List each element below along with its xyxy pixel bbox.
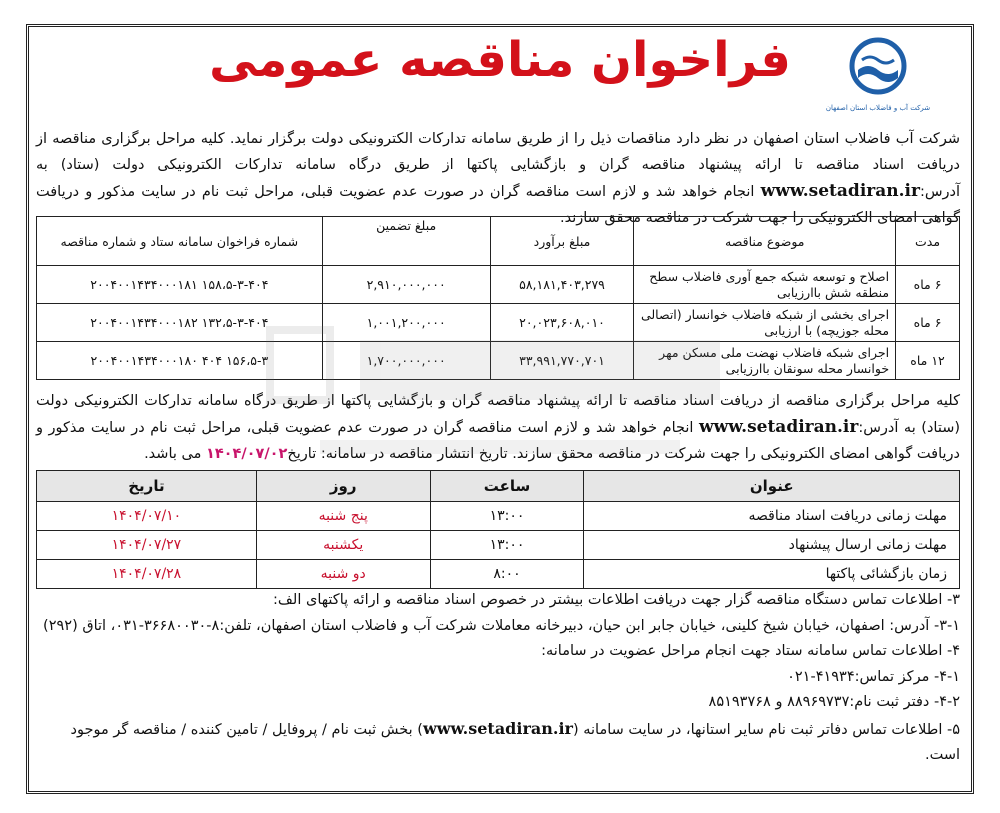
page-title: فراخوان مناقصه عمومی	[209, 32, 791, 88]
note-3: ۳- اطلاعات تماس دستگاه مناقصه گزار جهت دریافت اطلاعات بیشتر در خصوص اسناد مناقصه و ارائه پاکتهای الف:	[273, 592, 960, 608]
row-subject: اجرای بخشی از شبکه فاضلاب خوانسار (اتصالی محله جوزیچه) با ارزیابی	[634, 304, 896, 342]
note-4: ۴- اطلاعات تماس سامانه ستاد جهت انجام مراحل عضویت در سامانه:	[541, 643, 960, 659]
row-estimate: ۲۰,۰۲۳,۶۰۸,۰۱۰	[490, 304, 634, 342]
row-estimate: ۵۸,۱۸۱,۴۰۳,۲۷۹	[490, 266, 634, 304]
note-5	[36, 716, 960, 769]
schedule-day: یکشنبه	[256, 531, 430, 560]
procedure-line-2b: انجام خواهد شد و لازم است مناقصه گران در صورت عدم عضویت قبلی، مراحل ثبت نام در سایت مذکور و دریافت گواهی	[36, 420, 960, 462]
table-row	[37, 304, 960, 342]
setadiran-link[interactable]: www.setadiran.ir	[760, 181, 920, 201]
header-date: تاریخ	[37, 471, 257, 502]
row-guarantee: ۲,۹۱۰,۰۰۰,۰۰۰	[322, 266, 490, 304]
note-4-2: ۴-۲- دفتر ثبت نام:۸۸۹۶۹۷۳۷ و ۸۵۱۹۳۷۶۸	[708, 694, 960, 710]
intro-line-3: و لازم است مناقصه گران در صورت عدم عضویت قبلی، مراحل ثبت نام در سایت مذکور و دریافت گواهی امضای الکترونیکی را جهت شرکت در مناقصه محقق سازند.	[36, 184, 960, 226]
schedule-title: مهلت زمانی دریافت اسناد مناقصه	[584, 502, 960, 531]
contact-notes	[36, 588, 960, 769]
intro-line-2b: انجام خواهد شد	[655, 184, 761, 200]
schedule-day: پنج شنبه	[256, 502, 430, 531]
schedule-time: ۸:۰۰	[430, 560, 584, 589]
procedure-line-1: کلیه مراحل برگزاری مناقصه از دریافت اسناد مناقصه تا ارائه پیشنهاد مناقصه گران و بازگشایی پاکتها از طریق درگاه سامانه تدارکات الکترونیکی دولت (ستاد)	[36, 393, 960, 436]
logo-caption: شرکت آب و فاضلاب استان اصفهان	[825, 104, 931, 112]
tenders-table	[36, 216, 960, 380]
header-title: عنوان	[584, 471, 960, 502]
note-3-1: ۳-۱- آدرس: اصفهان، خیابان شیخ کلینی، خیابان جابر ابن حیان، دبیرخانه معاملات شرکت آب و فاضلاب استان اصفهان، تلفن:۸-۳۶۶۸۰۰۳۰-۰۳۱، اتاق (۲۹۲)	[43, 617, 960, 634]
procedure-line-2a: به آدرس:	[858, 420, 916, 436]
procedure-line-3a: امضای الکترونیکی را جهت شرکت در مناقصه محقق سازند. تاریخ انتشار مناقصه در سامانه: تاریخ	[287, 446, 870, 462]
row-number: ۱۵۶،۵-۳ ۴۰۴ ۲۰۰۴۰۰۱۴۳۴۰۰۰۱۸۰	[37, 342, 323, 380]
tenders-header-row	[37, 217, 960, 266]
row-guarantee: ۱,۷۰۰,۰۰۰,۰۰۰	[322, 342, 490, 380]
schedule-day: دو شنبه	[256, 560, 430, 589]
company-logo	[825, 36, 931, 116]
procedure-line-3b: می باشد.	[144, 446, 206, 462]
schedule-table	[36, 470, 960, 589]
note-4-1: ۴-۱- مرکز تماس:۴۱۹۳۴-۰۲۱	[787, 668, 960, 685]
row-number: ۱۵۸،۵-۳-۴۰۴ ۲۰۰۴۰۰۱۴۳۴۰۰۰۱۸۱	[37, 266, 323, 304]
schedule-date: ۱۴۰۴/۰۷/۲۷	[37, 531, 257, 560]
row-duration: ۶ ماه	[896, 266, 960, 304]
header-day: روز	[256, 471, 430, 502]
schedule-date: ۱۴۰۴/۰۷/۱۰	[37, 502, 257, 531]
header-number: شماره فراخوان سامانه ستاد و شماره مناقصه	[37, 217, 323, 266]
row-duration: ۱۲ ماه	[896, 342, 960, 380]
row-duration: ۶ ماه	[896, 304, 960, 342]
setadiran-link[interactable]: www.setadiran.ir	[422, 718, 573, 738]
row-subject: اصلاح و توسعه شبکه جمع آوری فاضلاب سطح منطقه شش باارزیابی	[634, 266, 896, 304]
row-subject: اجرای شبکه فاضلاب نهضت ملی مسکن مهر خوانسار محله سونقان باارزیابی	[634, 342, 896, 380]
header-time: ساعت	[430, 471, 584, 502]
intro-line-1: شرکت آب فاضلاب استان اصفهان در نظر دارد مناقصات ذیل را از طریق سامانه تدارکات الکترونیکی دولت برگزار نماید. کلیه مراحل برگزاری مناقصه از دریافت اسناد	[36, 131, 961, 173]
schedule-header-row	[37, 471, 960, 502]
schedule-time: ۱۳:۰۰	[430, 531, 584, 560]
row-number: ۱۳۲،۵-۳-۴۰۴ ۲۰۰۴۰۰۱۴۳۴۰۰۰۱۸۲	[37, 304, 323, 342]
schedule-title: مهلت زمانی ارسال پیشنهاد	[584, 531, 960, 560]
note-5a: ۵- اطلاعات تماس دفاتر ثبت نام سایر استانها، در سایت سامانه (	[572, 721, 960, 738]
intro-line-2a: مناقصه تا ارائه پیشنهاد مناقصه گران و بازگشایی پاکتها از طریق درگاه سامانه تدارکات الکترونیکی دولت (ستاد) به آدرس:	[36, 157, 961, 200]
table-row	[37, 531, 960, 560]
table-row	[37, 560, 960, 589]
row-guarantee: ۱,۰۰۱,۲۰۰,۰۰۰	[322, 304, 490, 342]
schedule-title: زمان بازگشائی پاکتها	[584, 560, 960, 589]
header-duration: مدت	[896, 217, 960, 266]
table-row	[37, 266, 960, 304]
header-guarantee: مبلغ تضمین	[322, 217, 490, 266]
header-estimate: مبلغ برآورد	[490, 217, 634, 266]
schedule-time: ۱۳:۰۰	[430, 502, 584, 531]
publish-date: ۱۴۰۴/۰۷/۰۲	[205, 446, 288, 462]
procedure-paragraph	[36, 388, 960, 467]
row-estimate: ۳۳,۹۹۱,۷۷۰,۷۰۱	[490, 342, 634, 380]
note-5b: ) بخش ثبت نام / پروفایل / تامین کننده / مناقصه گر موجود است.	[70, 721, 960, 763]
schedule-date: ۱۴۰۴/۰۷/۲۸	[37, 560, 257, 589]
table-row	[37, 502, 960, 531]
setadiran-link[interactable]: www.setadiran.ir	[698, 417, 859, 437]
table-row	[37, 342, 960, 380]
header-subject: موضوع مناقصه	[634, 217, 896, 266]
